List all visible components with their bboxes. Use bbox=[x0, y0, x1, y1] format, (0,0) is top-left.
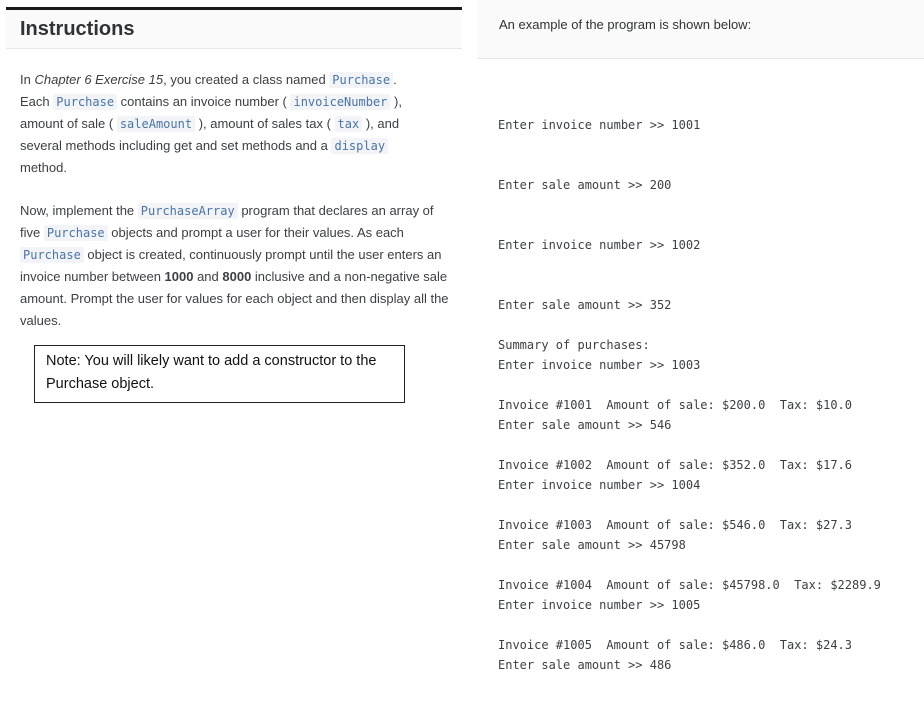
summary-line: Invoice #1004 Amount of sale: $45798.0 Tax: $2289.9 bbox=[498, 578, 881, 592]
text-span: and bbox=[193, 269, 223, 284]
text-span: inclusive and a non-negative sale amount. Prompt the user for values for each object and then display all the values. bbox=[20, 269, 449, 328]
input-line: Enter sale amount >> 200 bbox=[498, 178, 672, 192]
input-line: Enter sale amount >> 352 bbox=[498, 298, 672, 312]
text-span: program that declares an array of five bbox=[20, 203, 434, 240]
code-purchase: Purchase bbox=[329, 72, 393, 88]
code-purchase-array: PurchaseArray bbox=[138, 203, 238, 219]
instructions-paragraph-1 bbox=[20, 69, 450, 179]
input-line: Enter invoice number >> 1004 bbox=[498, 478, 701, 492]
summary-line: Invoice #1001 Amount of sale: $200.0 Tax: $10.0 bbox=[498, 398, 853, 412]
input-line: Enter sale amount >> 546 bbox=[498, 418, 672, 432]
instructions-paragraph-2 bbox=[20, 200, 450, 332]
code-purchase: Purchase bbox=[20, 247, 84, 263]
text-span: In bbox=[20, 72, 35, 87]
code-display: display bbox=[331, 138, 388, 154]
text-span: Each bbox=[20, 94, 54, 109]
text-span: ), and bbox=[362, 116, 400, 131]
text-span: ), bbox=[390, 94, 402, 109]
input-line: Enter invoice number >> 1005 bbox=[498, 598, 701, 612]
text-span: object is created, continuously prompt until the user enters an invoice number between bbox=[20, 247, 442, 284]
instructions-header bbox=[6, 10, 462, 49]
input-line: Enter sale amount >> 486 bbox=[498, 658, 672, 672]
text-span: contains an invoice number ( bbox=[117, 94, 291, 109]
input-line: Enter invoice number >> 1001 bbox=[498, 118, 701, 132]
text-span: Now, implement the bbox=[20, 203, 138, 218]
text-span: amount of sale ( bbox=[20, 116, 117, 131]
summary-line: Invoice #1003 Amount of sale: $546.0 Tax: $27.3 bbox=[498, 518, 853, 532]
text-span: . bbox=[393, 72, 397, 87]
example-panel bbox=[477, 0, 924, 672]
text-span: , you created a class named bbox=[163, 72, 330, 87]
summary-line: Summary of purchases: bbox=[498, 338, 650, 352]
text-span: several methods including get and set methods and a bbox=[20, 138, 332, 153]
code-purchase: Purchase bbox=[53, 94, 117, 110]
text-span: objects and prompt a user for their values. As each bbox=[107, 225, 404, 240]
instructions-panel bbox=[0, 0, 462, 429]
example-title: An example of the program is shown below: bbox=[499, 17, 752, 32]
text-span: method. bbox=[20, 160, 67, 175]
input-line: Enter invoice number >> 1003 bbox=[498, 358, 701, 372]
code-tax: tax bbox=[335, 116, 363, 132]
summary-line: Invoice #1002 Amount of sale: $352.0 Tax: $17.6 bbox=[498, 458, 853, 472]
bold-1000: 1000 bbox=[164, 269, 194, 284]
code-sale-amount: saleAmount bbox=[117, 116, 195, 132]
summary-line: Invoice #1005 Amount of sale: $486.0 Tax: $24.3 bbox=[498, 638, 853, 652]
input-line: Enter sale amount >> 45798 bbox=[498, 538, 686, 552]
text-span: ), amount of sales tax ( bbox=[195, 116, 335, 131]
instructions-title: Instructions bbox=[20, 18, 135, 40]
example-summary bbox=[498, 295, 881, 695]
bold-8000: 8000 bbox=[222, 269, 252, 284]
input-line: Enter invoice number >> 1002 bbox=[498, 238, 701, 252]
chapter-reference: Chapter 6 Exercise 15 bbox=[34, 72, 164, 87]
code-invoice-number: invoiceNumber bbox=[290, 94, 390, 110]
code-purchase: Purchase bbox=[44, 225, 108, 241]
example-header bbox=[477, 0, 924, 59]
constructor-note: Note: You will likely want to add a constructor to the Purchase object. bbox=[34, 345, 405, 403]
